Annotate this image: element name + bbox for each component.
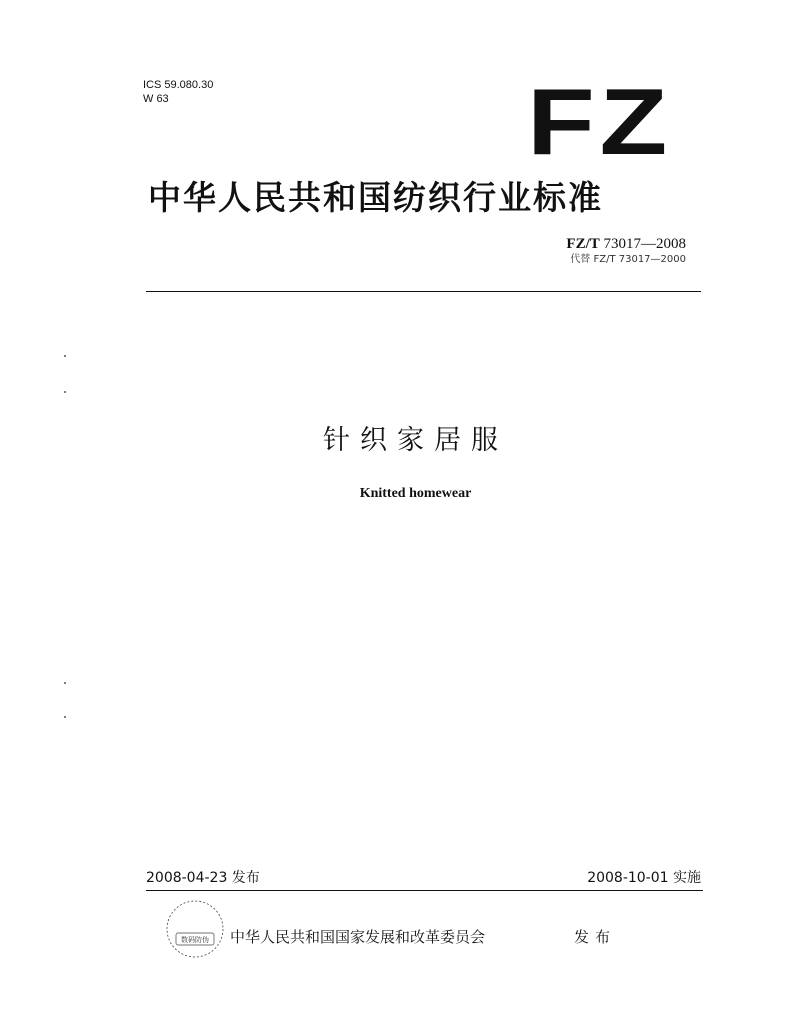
scan-speck xyxy=(64,682,66,684)
anti-counterfeit-seal-icon xyxy=(164,898,226,960)
document-title-zh: 针织家居服 xyxy=(323,425,508,456)
standard-category-title: 中华人民共和国纺织行业标准 xyxy=(148,178,603,217)
scan-speck xyxy=(64,716,66,718)
seal-label: 数码防伪 xyxy=(181,936,209,944)
replaces-standard: 代替 FZ/T 73017—2000 xyxy=(570,254,686,265)
bottom-divider xyxy=(146,890,703,891)
publisher-name: 中华人民共和国国家发展和改革委员会 xyxy=(230,928,486,946)
scan-speck xyxy=(64,391,66,393)
classification-codes xyxy=(143,78,213,106)
top-divider xyxy=(146,291,701,292)
standard-code: 73017—2008 xyxy=(603,236,686,252)
ccs-code: W 63 xyxy=(143,93,169,105)
document-title-en: Knitted homewear xyxy=(359,486,472,501)
implementation-date: 2008-10-01 实施 xyxy=(587,870,701,886)
standard-number xyxy=(566,235,686,253)
issue-date: 2008-04-23 发布 xyxy=(146,870,260,886)
ics-code: ICS 59.080.30 xyxy=(143,79,214,91)
publish-verb: 发布 xyxy=(574,928,617,946)
scan-speck xyxy=(64,355,66,357)
fz-logo: FZ xyxy=(527,69,672,174)
standard-prefix: FZ/T xyxy=(566,236,600,252)
standard-number-block xyxy=(566,235,686,267)
